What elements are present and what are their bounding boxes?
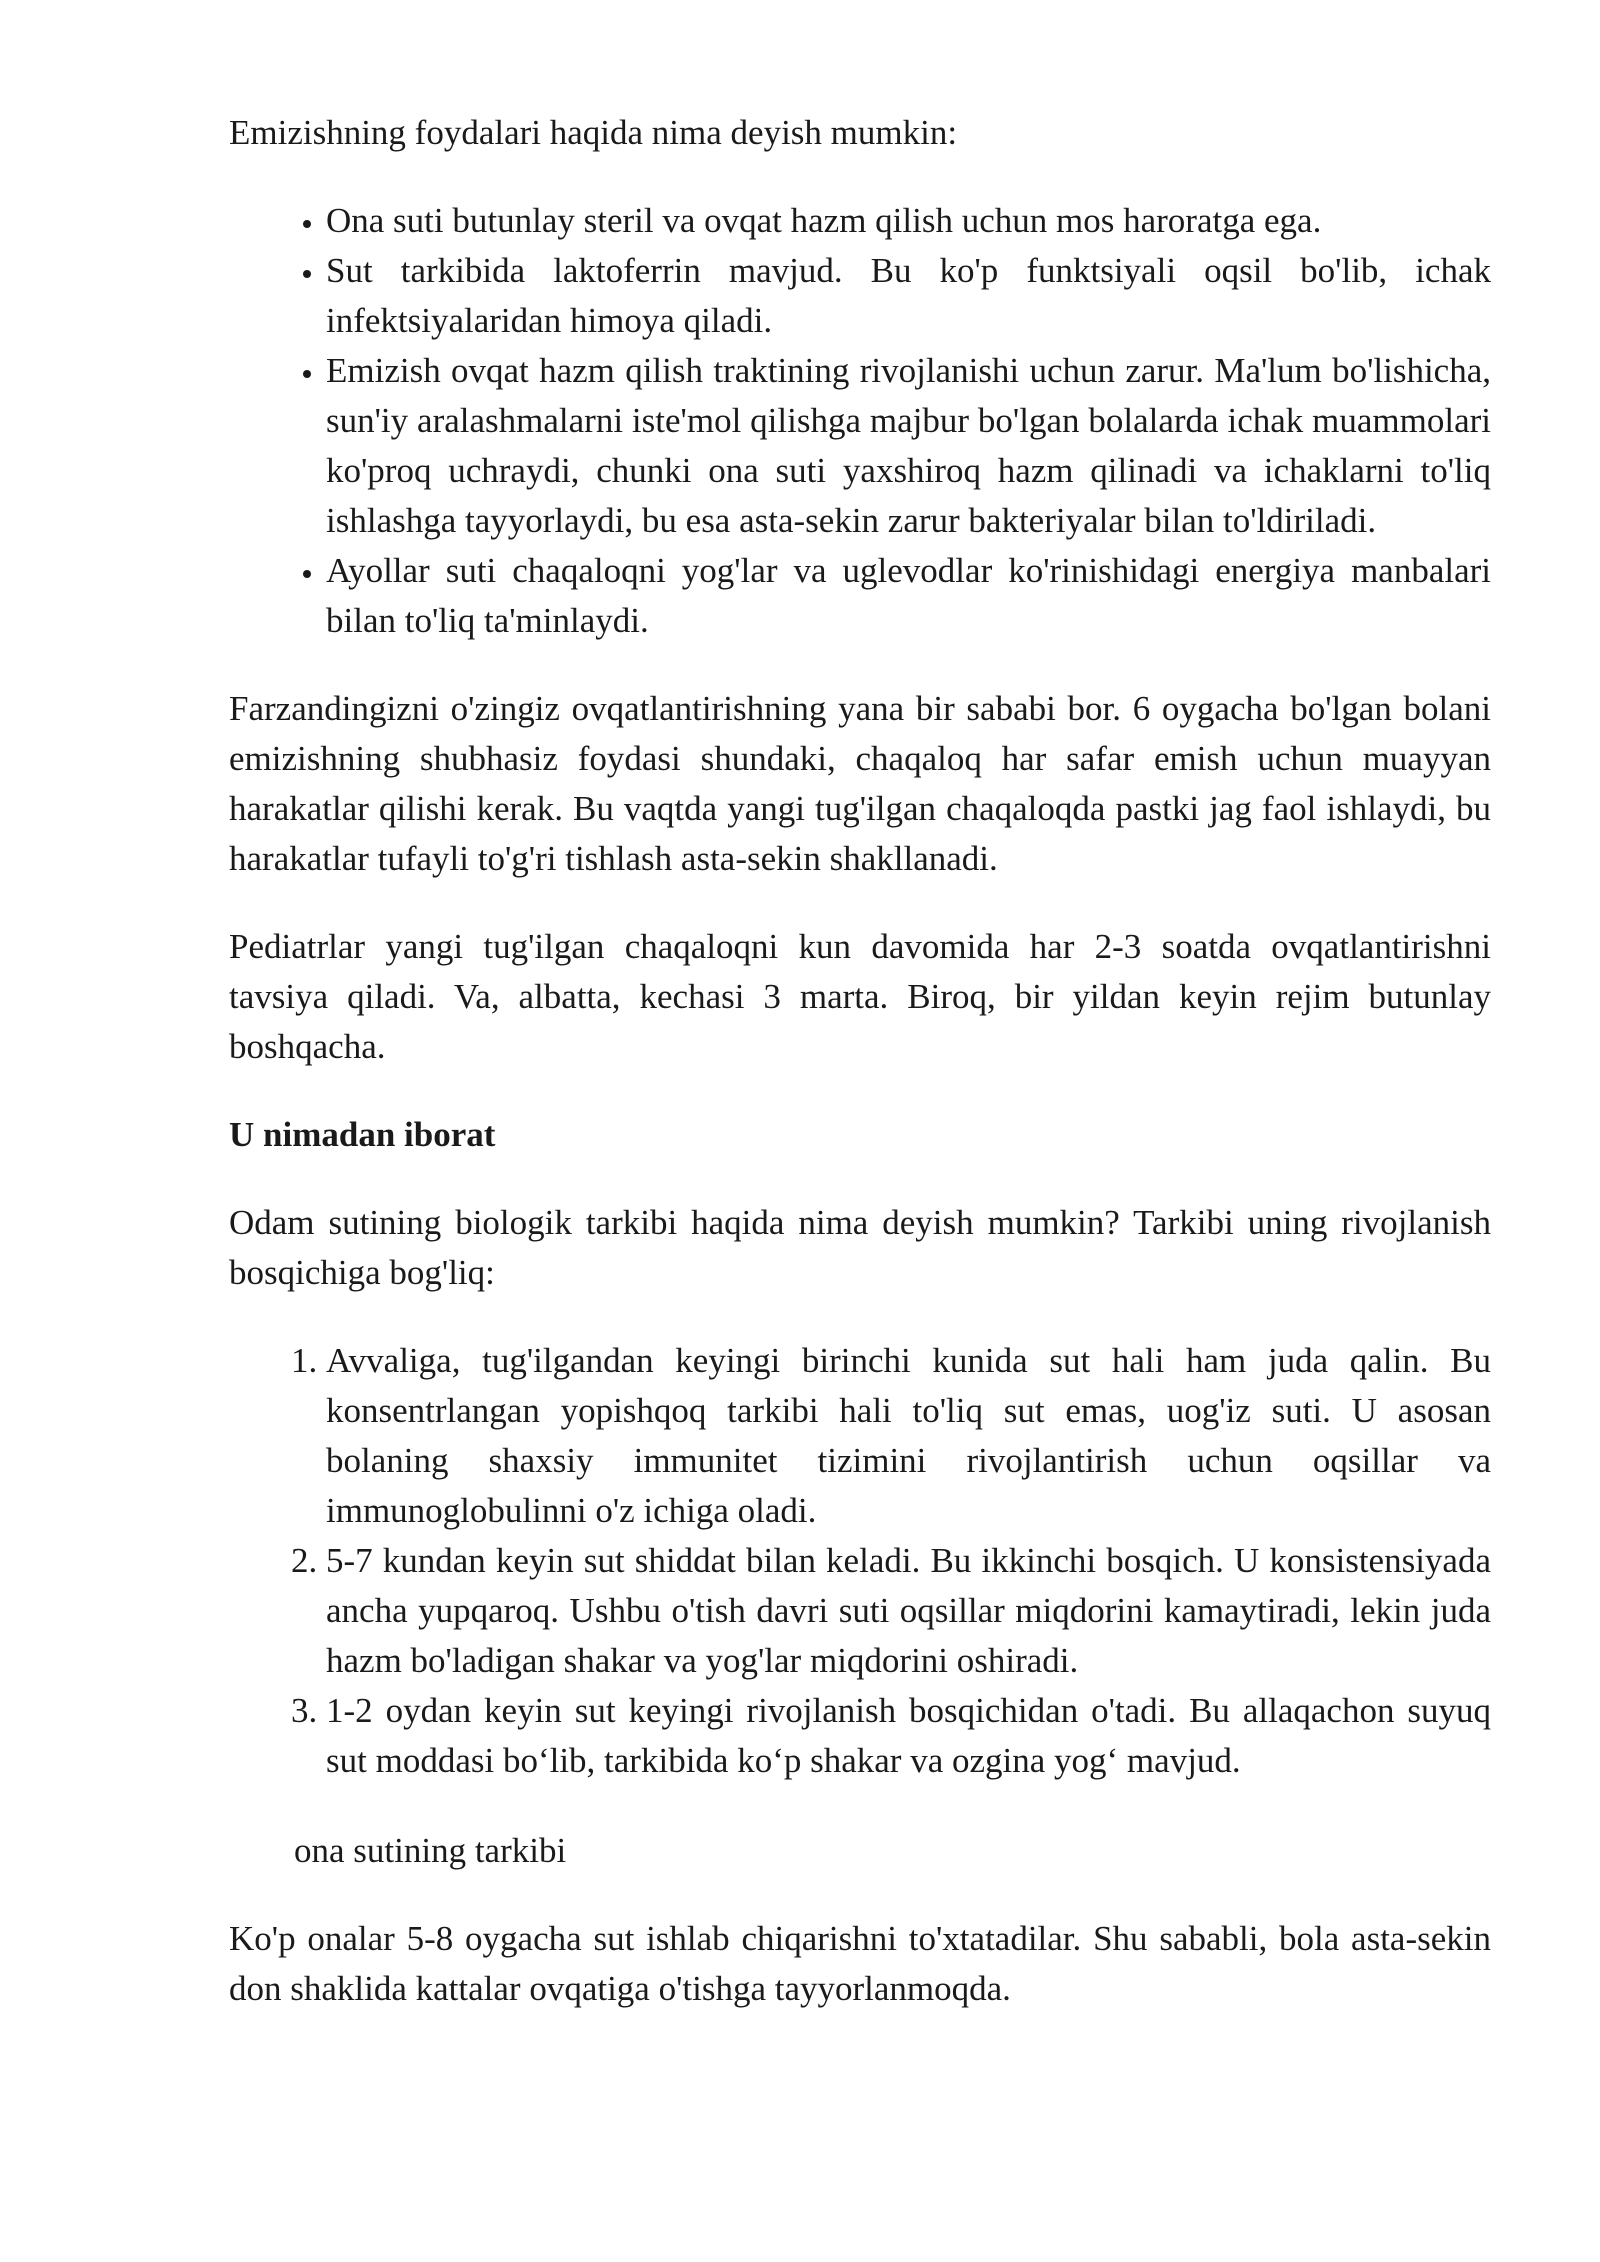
list-item: • Emizish ovqat hazm qilish traktining rivojlanishi uchun zarur. Ma'lum bo'lishicha, sun'iy aralashmalarni iste'mol qilishga majbur bo'lgan bolalarda ichak muammolari ko'proq uchraydi, chunki ona suti yaxshiroq hazm qilinadi va ichaklarni to'liq ishlashga tayyorlaydi, bu esa asta-sekin zarur bakteriyalar bilan to'ldiriladi. (326, 346, 1491, 546)
paragraph-pediatricians: Pediatrlar yangi tug'ilgan chaqaloqni kun davomida har 2-3 soatda ovqatlantirishni tavsiya qiladi. Va, albatta, kechasi 3 marta. Biroq, bir yildan keyin rejim butunlay boshqacha. (229, 927, 1491, 1066)
stages-list (229, 1336, 1491, 1786)
intro-text: Emizishning foydalari haqida nima deyish mumkin: (229, 113, 958, 152)
section-heading: U nimadan iborat (229, 1115, 496, 1154)
benefits-list (229, 196, 1491, 646)
list-item: 1. Avvaliga, tug'ilgandan keyingi birinchi kunida sut hali ham juda qalin. Bu konsentrlangan yopishqoq tarkibi hali to'liq sut emas, uog'iz suti. U asosan bolaning shaxsiy immunitet tizimini rivojlantirish uchun oqsillar va immunoglobulinni o'z ichiga oladi. (326, 1336, 1491, 1536)
list-item: • Ayollar suti chaqaloqni yog'lar va uglevodlar ko'rinishidagi energiya manbalari bilan to'liq ta'minlaydi. (326, 546, 1491, 646)
paragraph-composition: Odam sutining biologik tarkibi haqida nima deyish mumkin? Tarkibi uning rivojlanish bosqichiga bog'liq: (229, 1203, 1491, 1292)
list-item: • Ona suti butunlay steril va ovqat hazm qilish uchun mos haroratga ega. (326, 196, 1491, 246)
paragraph-weaning: Ko'p onalar 5-8 oygacha sut ishlab chiqarishni to'xtatadilar. Shu sababli, bola asta-sekin don shaklida kattalar ovqatiga o'tishga tayyorlanmoqda. (229, 1919, 1491, 2008)
document-page (229, 108, 1491, 2052)
paragraph-reason: Farzandingizni o'zingiz ovqatlantirishning yana bir sababi bor. 6 oygacha bo'lgan bolani emizishning shubhasiz foydasi shundaki, chaqaloq har safar emish uchun muayyan harakatlar qilishi kerak. Bu vaqtda yangi tug'ilgan chaqaloqda pastki jag faol ishlaydi, bu harakatlar tufayli to'g'ri tishlash asta-sekin shakllanadi. (229, 689, 1491, 878)
list-item: 2. 5-7 kundan keyin sut shiddat bilan keladi. Bu ikkinchi bosqich. U konsistensiyada ancha yupqaroq. Ushbu o'tish davri suti oqsillar miqdorini kamaytiradi, lekin juda hazm bo'ladigan shakar va yog'lar miqdorini oshiradi. (326, 1536, 1491, 1686)
list-item: • Sut tarkibida laktoferrin mavjud. Bu ko'p funktsiyali oqsil bo'lib, ichak infektsiyalaridan himoya qiladi. (326, 246, 1491, 346)
image-caption: ona sutining tarkibi (294, 1831, 567, 1870)
list-item: 3. 1-2 oydan keyin sut keyingi rivojlanish bosqichidan o'tadi. Bu allaqachon suyuq sut moddasi bo‘lib, tarkibida ko‘p shakar va ozgina yog‘ mavjud. (326, 1686, 1491, 1786)
